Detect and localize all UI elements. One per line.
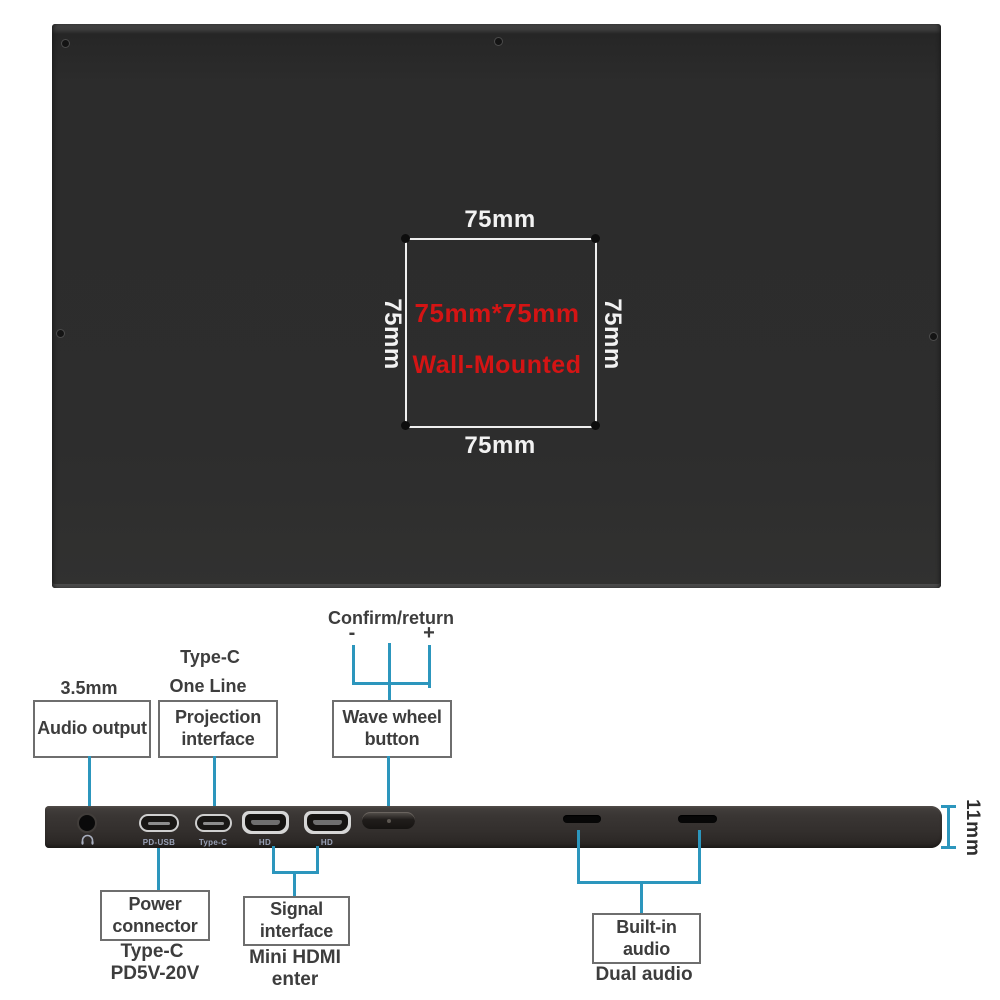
vesa-mount-hole	[591, 234, 600, 243]
callout-bracket	[577, 881, 701, 884]
power-box-line1: Power	[128, 893, 182, 914]
port-opening	[307, 814, 348, 831]
type-c-port-pd	[139, 814, 179, 832]
callout-line	[316, 846, 319, 874]
measure-cap	[941, 805, 956, 808]
built-in-audio-line1: Built-in	[616, 916, 677, 937]
thickness-label: 11mm	[962, 799, 983, 857]
callout-line	[640, 881, 643, 913]
power-connector-box	[100, 890, 210, 941]
plus-sign: +	[423, 622, 435, 644]
callout-line	[698, 830, 701, 884]
wheel-dot	[387, 819, 391, 823]
audio-output-title: 3.5mm	[60, 678, 118, 698]
vesa-mount-square	[405, 238, 597, 428]
built-in-audio-line2: audio	[623, 938, 670, 959]
wave-wheel-box-line2: button	[364, 729, 420, 749]
callout-line	[293, 871, 296, 896]
callout-line	[387, 756, 390, 807]
port-label-pd-usb: PD-USB	[142, 838, 176, 847]
vesa-size-text: 75mm*75mm	[414, 298, 580, 328]
projection-interface-box	[158, 700, 278, 758]
mini-hdmi-port-2	[304, 811, 351, 834]
port-opening	[197, 816, 230, 830]
callout-line	[352, 645, 355, 685]
audio-jack-port	[79, 815, 95, 831]
signal-sub-line1: Mini HDMI	[249, 947, 341, 968]
wave-wheel-button-box	[332, 700, 452, 758]
measure-cap	[941, 846, 956, 849]
vesa-right-dimension: 75mm	[599, 298, 626, 370]
vesa-mount-hole	[401, 421, 410, 430]
vesa-left-dimension: 75mm	[379, 298, 406, 370]
signal-sub-line2: enter	[271, 969, 319, 990]
callout-line	[272, 846, 275, 874]
port-label-hd-2: HD	[320, 838, 334, 847]
dual-audio-label: Dual audio	[595, 964, 693, 985]
callout-bracket	[352, 682, 431, 685]
power-sub-line1: Type-C	[120, 941, 184, 962]
projection-box-line2: interface	[181, 729, 255, 749]
signal-box-line2: interface	[259, 921, 334, 941]
measure-line	[947, 807, 950, 847]
screw-hole-icon	[57, 330, 64, 337]
port-label-type-c: Type-C	[198, 838, 228, 847]
audio-output-box-label: Audio output	[37, 718, 147, 739]
projection-title-line2: One Line	[169, 676, 247, 696]
screw-hole-icon	[62, 40, 69, 47]
signal-box-line1: Signal	[270, 899, 323, 920]
wave-wheel-button	[362, 812, 415, 829]
port-opening	[245, 814, 286, 831]
power-sub-line2: PD5V-20V	[110, 963, 200, 984]
audio-output-box	[33, 700, 151, 758]
mini-hdmi-port-1	[242, 811, 289, 834]
port-opening	[141, 816, 177, 830]
callout-line	[577, 830, 580, 884]
screw-hole-icon	[495, 38, 502, 45]
minus-sign: -	[348, 622, 356, 644]
callout-line	[157, 848, 160, 890]
projection-box-line1: Projection	[174, 707, 261, 728]
speaker-grille-left	[563, 815, 601, 823]
speaker-grille-right	[678, 815, 717, 823]
vesa-mount-hole	[591, 421, 600, 430]
signal-interface-box	[243, 896, 350, 946]
power-box-line2: connector	[112, 915, 198, 936]
callout-line	[213, 756, 216, 810]
vesa-bottom-dimension: 75mm	[464, 432, 536, 459]
type-c-port-signal	[195, 814, 232, 832]
callout-line	[388, 643, 391, 700]
built-in-audio-box	[592, 913, 701, 964]
port-label-hd-1: HD	[258, 838, 272, 847]
wall-mounted-text: Wall-Mounted	[412, 351, 582, 379]
confirm-return-title: Confirm/return	[328, 608, 454, 628]
wave-wheel-box-line1: Wave wheel	[342, 707, 442, 728]
vesa-top-dimension: 75mm	[464, 206, 536, 233]
screw-hole-icon	[930, 333, 937, 340]
headphone-icon	[80, 834, 95, 845]
vesa-mount-hole	[401, 234, 410, 243]
projection-title-line1: Type-C	[180, 647, 240, 667]
